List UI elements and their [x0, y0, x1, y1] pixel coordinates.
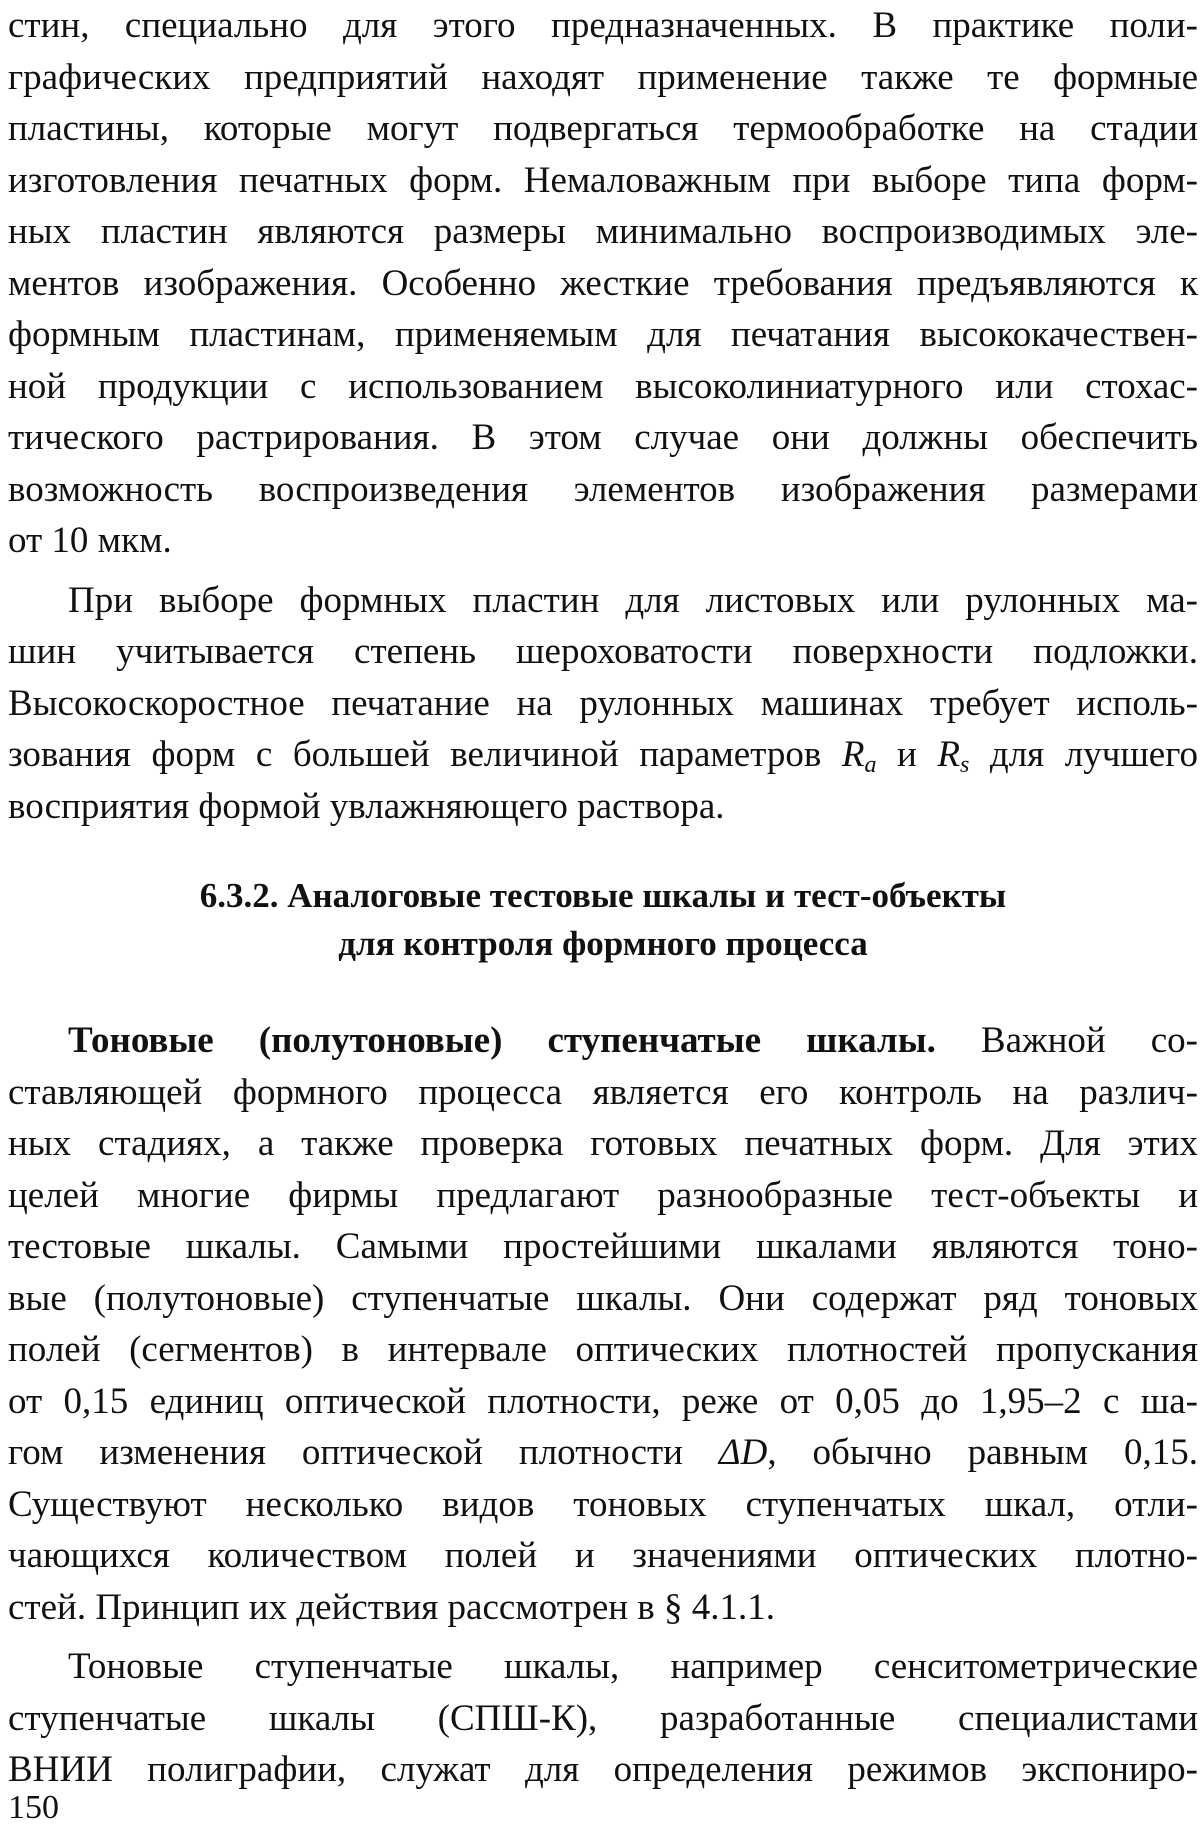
text-span: , обычно равным 0,15.: [767, 1432, 1199, 1473]
text-line: ставляющей формного процесса является его контроль на различ-: [8, 1071, 1198, 1113]
text-line: ных стадиях, а также проверка готовых печатных форм. Для этих: [8, 1123, 1198, 1164]
page-number: 150: [8, 1789, 59, 1826]
bold-term: Тоновые (полутоновые) ступенчатые шкалы.: [68, 1020, 936, 1061]
text-line: восприятия формой увлажняющего раствора.: [8, 785, 725, 827]
book-page: [8, 0, 1198, 1796]
text-line: целей многие фирмы предлагают разнообразные тест-объекты и: [8, 1174, 1198, 1216]
text-line: графических предприятий находят применение также те формные: [8, 56, 1198, 98]
text-line: вые (полутоновые) ступенчатые шкалы. Они содержат ряд тоновых: [8, 1277, 1198, 1319]
text-line: При выборе формных пластин для листовых или рулонных ма-: [68, 579, 1198, 621]
formula-symbol: R: [841, 734, 865, 775]
text-line-with-bold-lead: [8, 1015, 1198, 1067]
section-heading: [8, 872, 1198, 968]
formula-r-a: [841, 734, 877, 778]
text-line: шин учитывается степень шероховатости поверхности подложки.: [8, 631, 1198, 672]
paragraph-sensitometric-scales: [8, 1641, 1198, 1796]
text-span: гом изменения оптической плотности: [8, 1432, 719, 1473]
paragraph-surface-roughness: [8, 575, 1198, 833]
text-line: от 0,15 единиц оптической плотности, реже от 0,05 до 1,95–2 с ша-: [8, 1380, 1198, 1422]
text-span: зования форм с большей величиной параметров: [8, 734, 842, 775]
text-line: ВНИИ полиграфии, служат для определения режимов экспониро-: [8, 1749, 1198, 1790]
text-line: ных пластин являются размеры минимально воспроизводимых эле-: [8, 211, 1198, 252]
formula-r-s: [937, 734, 970, 778]
text-line-with-formula: [8, 1427, 1198, 1479]
text-span: для лучшего: [969, 734, 1198, 775]
text-span: Важной со-: [935, 1020, 1198, 1061]
text-line: тического растрирования. В этом случае они должны обеспечить: [8, 417, 1198, 458]
text-line: чающихся количеством полей и значениями оптических плотно-: [8, 1535, 1198, 1576]
text-line: полей (сегментов) в интервале оптических плотностей пропускания: [8, 1329, 1198, 1370]
heading-line: 6.3.2. Аналоговые тестовые шкалы и тест-объекты: [199, 876, 1007, 915]
text-line: стин, специально для этого предназначенных. В практике поли-: [8, 5, 1198, 46]
text-line: возможность воспроизведения элементов изображения размерами: [8, 468, 1198, 510]
formula-delta-d: ΔD: [718, 1432, 768, 1473]
paragraph-plate-requirements: [8, 0, 1198, 567]
text-line: изготовления печатных форм. Немаловажным при выборе типа форм-: [8, 159, 1198, 201]
text-line: тестовые шкалы. Самыми простейшими шкалами являются тоно-: [8, 1226, 1198, 1267]
text-line: ступенчатые шкалы (СПШ-К), разработанные специалистами: [8, 1697, 1198, 1739]
text-span: и: [876, 734, 938, 775]
text-line: от 10 мкм.: [8, 520, 172, 561]
text-line-with-formula: [8, 729, 1198, 781]
formula-symbol: R: [937, 734, 960, 775]
text-line: формным пластинам, применяемым для печатания высококачествен-: [8, 314, 1198, 355]
text-line: ментов изображения. Особенно жесткие требования предъявляются к: [8, 262, 1198, 304]
heading-line: для контроля формного процесса: [338, 924, 868, 963]
formula-subscript: s: [960, 752, 970, 778]
paragraph-tone-scales: [8, 1015, 1198, 1633]
text-line: Существуют несколько видов тоновых ступенчатых шкал, отли-: [8, 1483, 1198, 1525]
text-line: стей. Принцип их действия рассмотрен в § 4.1.1.: [8, 1586, 776, 1628]
text-line: ной продукции с использованием высоколиниатурного или стохас-: [8, 365, 1198, 407]
text-line: Высокоскоростное печатание на рулонных машинах требует исполь-: [8, 682, 1198, 724]
formula-subscript: a: [864, 752, 877, 778]
text-line: пластины, которые могут подвергаться термообработке на стадии: [8, 108, 1198, 149]
text-line: Тоновые ступенчатые шкалы, например сенситометрические: [68, 1646, 1198, 1687]
